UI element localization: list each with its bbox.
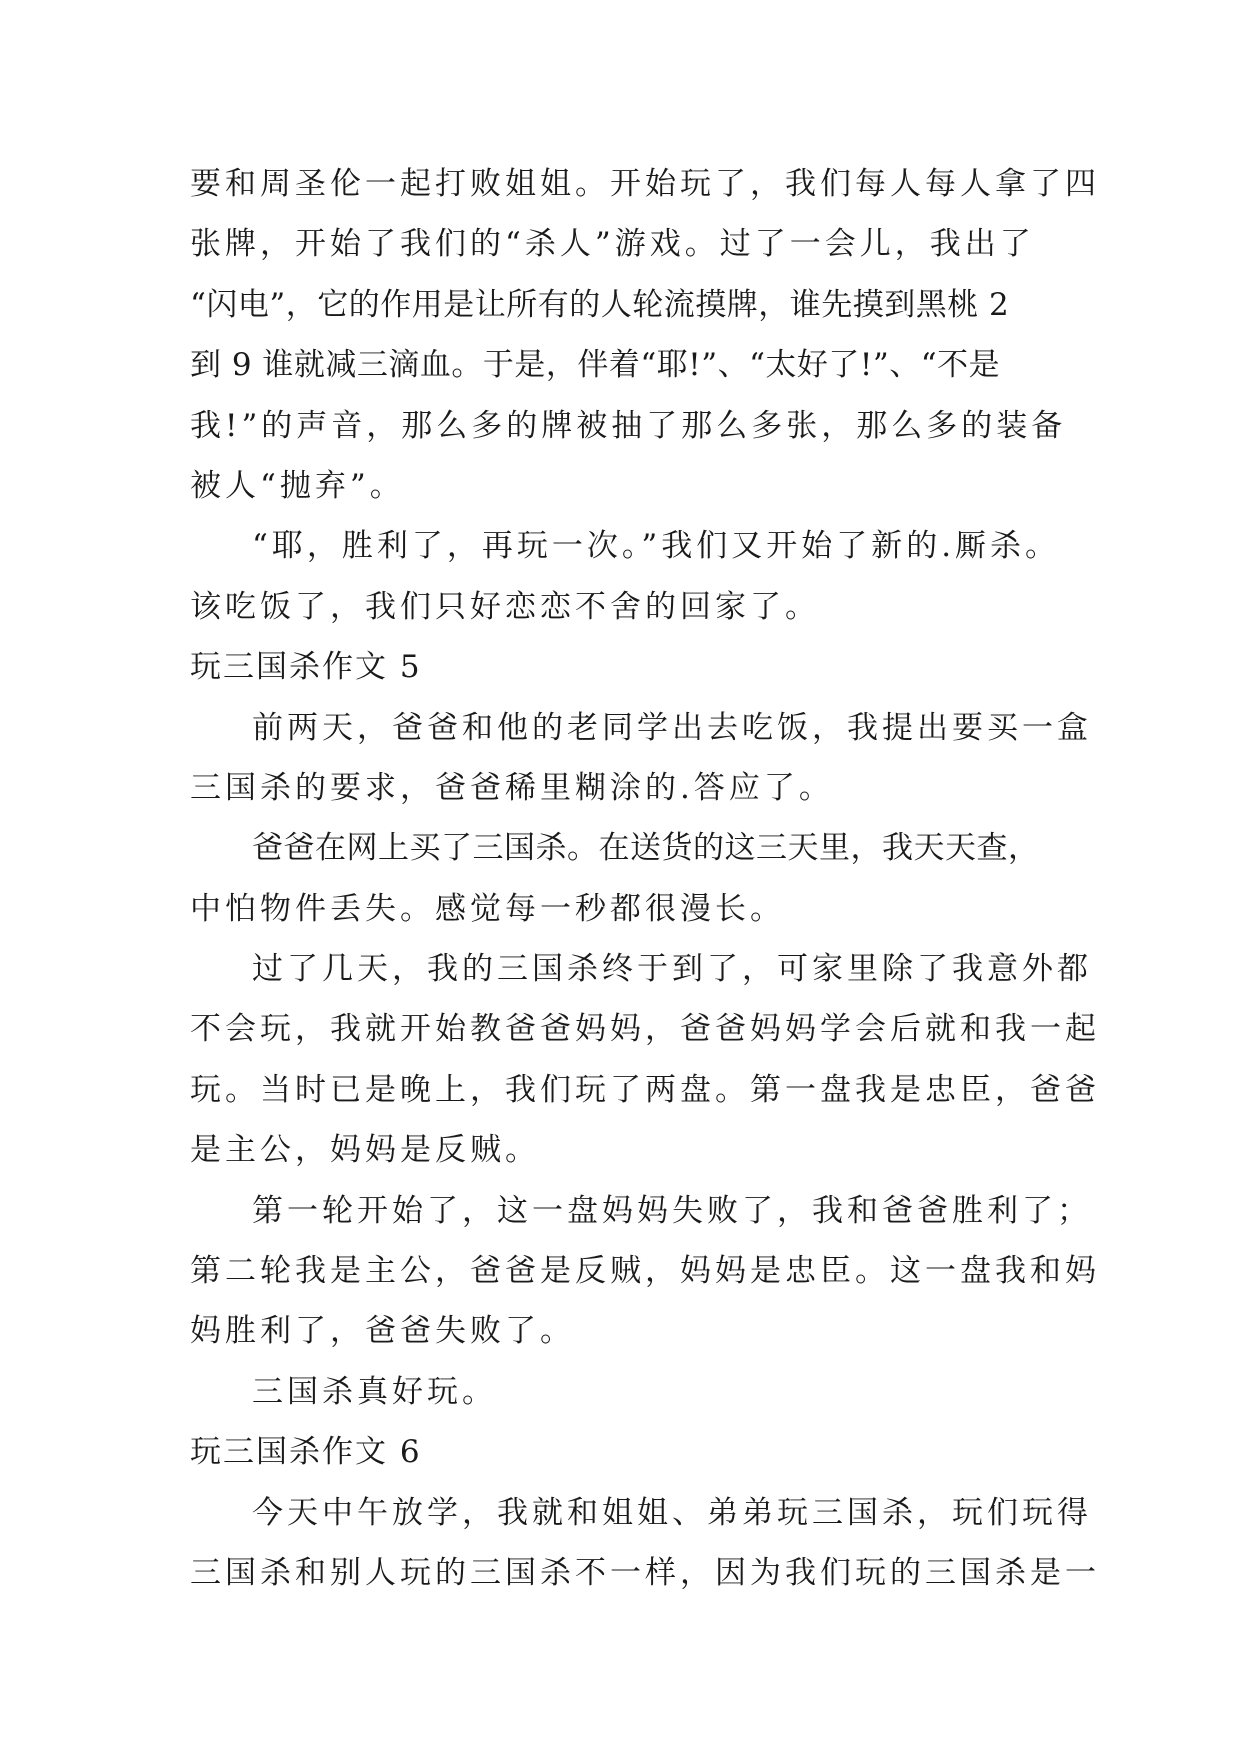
paragraph-start: 今天中午放学，我就和姐姐、弟弟玩三国杀，玩们玩得 [252,1494,1092,1531]
text-line: 中怕物件丢失。感觉每一秒都很漫长。 [190,890,785,927]
paragraph-start: “耶，胜利了，再玩一次。”我们又开始了新的.厮杀。 [252,528,1061,565]
paragraph-start: 第一轮开始了，这一盘妈妈失败了，我和爸爸胜利了； [252,1192,1092,1229]
section-heading: 玩三国杀作文 5 [190,649,422,686]
text-line: 该吃饭了，我们只好恋恋不舍的回家了。 [190,588,820,625]
text-line: 不会玩，我就开始教爸爸妈妈，爸爸妈妈学会后就和我一起 [190,1011,1100,1048]
text-line: 要和周圣伦一起打败姐姐。开始玩了，我们每人每人拿了四 [190,166,1100,202]
text-line: 三国杀和别人玩的三国杀不一样，因为我们玩的三国杀是一 [190,1554,1100,1591]
text-line: 第二轮我是主公，爸爸是反贼，妈妈是忠臣。这一盘我和妈 [190,1253,1100,1290]
text-line: 到 9 谁就减三滴血。于是，伴着“耶!”、“太好了!”、“不是 [190,347,1001,384]
text-line: 我!”的声音，那么多的牌被抽了那么多张，那么多的装备 [190,407,1067,444]
paragraph-start: 三国杀真好玩。 [252,1373,497,1410]
text-line: 三国杀的要求，爸爸稀里糊涂的.答应了。 [190,769,834,806]
text-line: “闪电”，它的作用是让所有的人轮流摸牌，谁先摸到黑桃 2 [190,286,1010,323]
text-line: 被人“抛弃”。 [190,467,405,504]
section-heading: 玩三国杀作文 6 [190,1434,422,1471]
text-line: 妈胜利了，爸爸失败了。 [190,1313,575,1350]
paragraph-start: 爸爸在网上买了三国杀。在送货的这三天里，我天天查， [252,830,1040,867]
text-line: 张牌，开始了我们的“杀人”游戏。过了一会儿，我出了 [190,226,1035,263]
text-line: 是主公，妈妈是反贼。 [190,1132,540,1169]
essay-body [190,154,1100,1603]
paragraph-start: 前两天，爸爸和他的老同学出去吃饭，我提出要买一盒 [252,709,1092,746]
text-line: 玩。当时已是晚上，我们玩了两盘。第一盘我是忠臣，爸爸 [190,1071,1100,1108]
paragraph-start: 过了几天，我的三国杀终于到了，可家里除了我意外都 [252,951,1092,988]
